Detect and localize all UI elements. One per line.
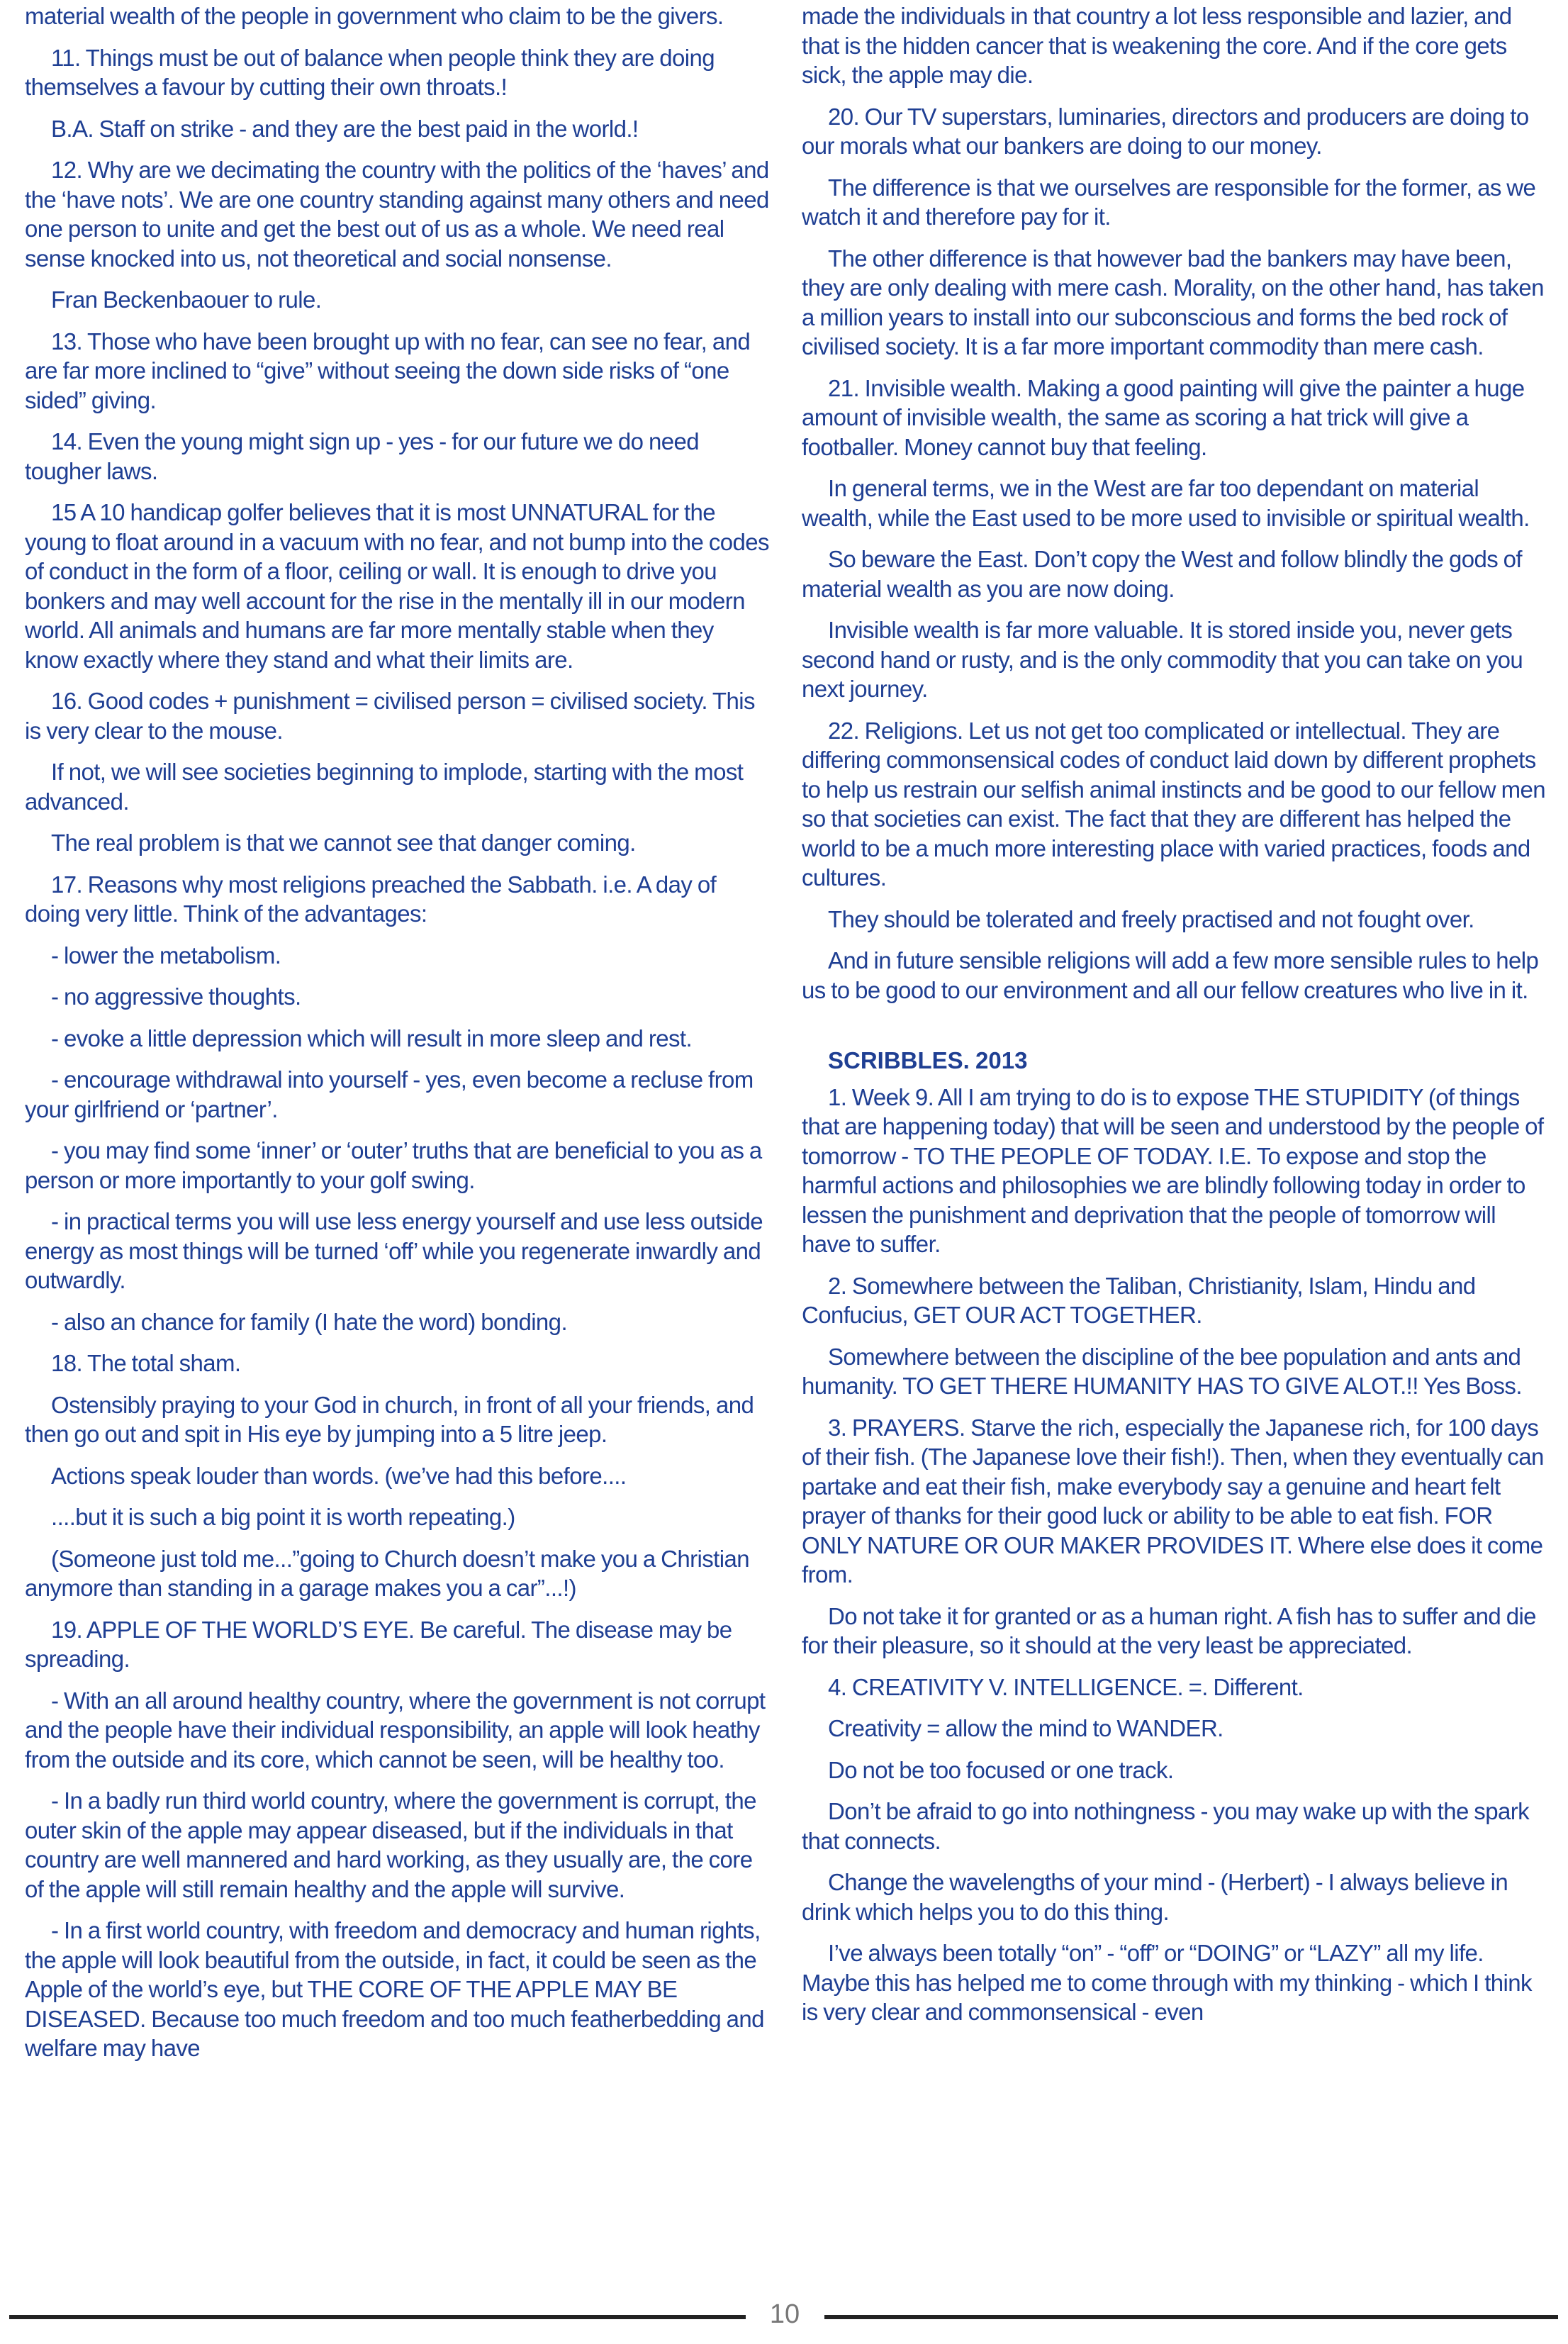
- paragraph-item-4: 4. CREATIVITY V. INTELLIGENCE. =. Different.: [828, 1673, 1304, 1700]
- bullet-item: - With an all around healthy country, where the government is not corrupt and the people have their individual responsibility, an apple will look heathy from the outside and its core, which cannot be seen, will be healthy too.: [25, 1687, 766, 1773]
- bullet-item: - lower the metabolism.: [51, 942, 281, 969]
- bullet-item: - evoke a little depression which will result in more sleep and rest.: [51, 1025, 693, 1051]
- paragraph: ....but it is such a big point it is worth repeating.): [51, 1504, 515, 1530]
- bullet-item: - you may find some ‘inner’ or ‘outer’ truths that are beneficial to you as a person or more importantly to your golf swing.: [25, 1137, 762, 1193]
- bullet-item: - In a badly run third world country, where the government is corrupt, the outer skin of the apple may appear diseased, but if the individuals in that country are well mannered and hard working, as they usually are, the core of the apple will still remain healthy and the apple will survive.: [25, 1787, 756, 1902]
- paragraph: So beware the East. Don’t copy the West and follow blindly the gods of material wealth as you are now doing.: [802, 546, 1522, 602]
- paragraph: Change the wavelengths of your mind - (Herbert) - I always believe in drink which helps you to do this thing.: [802, 1869, 1508, 1925]
- paragraph-item-21: 21. Invisible wealth. Making a good painting will give the painter a huge amount of invisible wealth, the same as scoring a hat trick will give a footballer. Money cannot buy that feeling.: [802, 374, 1525, 460]
- paragraph: The real problem is that we cannot see that danger coming.: [51, 830, 636, 856]
- footer-rule-right: [824, 2315, 1558, 2319]
- paragraph-item-14: 14. Even the young might sign up - yes - for our future we do need tougher laws.: [25, 428, 699, 484]
- bullet-item: - encourage withdrawal into yourself - yes, even become a recluse from your girlfriend or ‘partner’.: [25, 1066, 754, 1122]
- paragraph-item-19: 19. APPLE OF THE WORLD’S EYE. Be careful. The disease may be spreading.: [25, 1616, 732, 1672]
- page-number: 10: [769, 2299, 800, 2329]
- paragraph: Actions speak louder than words. (we’ve had this before....: [51, 1462, 627, 1489]
- paragraph-item-16: 16. Good codes + punishment = civilised person = civilised society. This is very clear to the mouse.: [25, 688, 755, 744]
- paragraph: And in future sensible religions will add a few more sensible rules to help us to be good to our environment and all our fellow creatures who live in it.: [802, 947, 1539, 1003]
- paragraph: If not, we will see societies beginning to implode, starting with the most advanced.: [25, 759, 744, 815]
- paragraph-item-13: 13. Those who have been brought up with no fear, can see no fear, and are far more inclined to “give” without seeing the down side risks of “one sided” giving.: [25, 328, 751, 413]
- section-heading: SCRIBBLES. 2013: [828, 1047, 1028, 1073]
- paragraph-item-12: 12. Why are we decimating the country with the politics of the ‘haves’ and the ‘have nots’. We are one country standing against many others and need one person to unite and get the best out of us as a whole. We need real sense knocked into us, not theoretical and social nonsense.: [25, 157, 769, 272]
- paragraph-item-3: 3. PRAYERS. Starve the rich, especially the Japanese rich, for 100 days of their fish. (The Japanese love their fish!). Then, when they eventually can partake and eat their fish, make everybody say a genuine and heart felt prayer of thanks for their good luck or ability to be able to eat fish. FOR ONLY NATURE OR OUR MAKER PROVIDES IT. Where else does it come from.: [802, 1414, 1544, 1587]
- paragraph: In general terms, we in the West are far too dependant on material wealth, while the East used to be more used to invisible or spiritual wealth.: [802, 475, 1530, 531]
- paragraph-item-22: 22. Religions. Let us not get too complicated or intellectual. They are differing commonsensical codes of conduct laid down by different prophets to help us restrain our selfish animal instincts and be good to our fellow men so that societies can exist. The fact that they are different has helped the world to be a much more interesting place with varied practices, foods and cultures.: [802, 717, 1545, 891]
- paragraph-continued: made the individuals in that country a lot less responsible and lazier, and that is the hidden cancer that is weakening the core. And if the core gets sick, the apple may die.: [802, 3, 1512, 88]
- bullet-item: - in practical terms you will use less energy yourself and use less outside energy as most things will be turned ‘off’ while you regenerate inwardly and outwardly.: [25, 1208, 763, 1293]
- paragraph: Invisible wealth is far more valuable. It is stored inside you, never gets second hand or rusty, and is the only commodity that you can take on you next journey.: [802, 617, 1523, 702]
- paragraph-item-20: 20. Our TV superstars, luminaries, directors and producers are doing to our morals what our bankers are doing to our money.: [802, 103, 1529, 159]
- paragraph-item-1: 1. Week 9. All I am trying to do is to expose THE STUPIDITY (of things that are happening today) that will be seen and understood by the people of tomorrow - TO THE PEOPLE OF TODAY. I.E. To expose and stop the harmful actions and philosophies we are blindly following today in order to lessen the punishment and deprivation that the people of tomorrow will have to suffer.: [802, 1083, 1544, 1257]
- paragraph: Don’t be afraid to go into nothingness - you may wake up with the spark that connects.: [802, 1798, 1529, 1854]
- paragraph: Do not take it for granted or as a human right. A fish has to suffer and die for their pleasure, so it should at the very least be appreciated.: [802, 1602, 1536, 1658]
- paragraph-continued: material wealth of the people in government who claim to be the givers.: [25, 3, 724, 29]
- paragraph: Do not be too focused or one track.: [828, 1756, 1174, 1783]
- footer-rule-left: [9, 2315, 746, 2319]
- bullet-item: - In a first world country, with freedom and democracy and human rights, the apple will look beautiful from the outside, in fact, it could be seen as the Apple of the world’s eye, but THE CORE OF THE APPLE MAY BE DISEASED. Because too much freedom and too much featherbedding and welfare may have: [25, 1917, 764, 2061]
- paragraph: Ostensibly praying to your God in church, in front of all your friends, and then go out and spit in His eye by jumping into a 5 litre jeep.: [25, 1391, 754, 1447]
- paragraph-item-18: 18. The total sham.: [51, 1350, 241, 1376]
- paragraph: Somewhere between the discipline of the bee population and ants and humanity. TO GET THERE HUMANITY HAS TO GIVE ALOT.!! Yes Boss.: [802, 1343, 1522, 1399]
- paragraph: (Someone just told me...”going to Church doesn’t make you a Christian anymore than standing in a garage makes you a car”...!): [25, 1545, 749, 1601]
- bullet-item: - also an chance for family (I hate the word) bonding.: [51, 1308, 568, 1335]
- bullet-item: - no aggressive thoughts.: [51, 983, 301, 1010]
- paragraph-item-2: 2. Somewhere between the Taliban, Christianity, Islam, Hindu and Confucius, GET OUR ACT TOGETHER.: [802, 1272, 1476, 1328]
- paragraph-item-15: 15 A 10 handicap golfer believes that it is most UNNATURAL for the young to float around in a vacuum with no fear, and not bump into the codes of conduct in the form of a floor, ceiling or wall. It is enough to drive you bonkers and may well account for the rise in the mentally ill in our modern world. All animals and humans are far more mentally stable when they know exactly where they stand and what their limits are.: [25, 499, 769, 673]
- paragraph-item-11: 11. Things must be out of balance when people think they are doing themselves a favour by cutting their own throats.!: [25, 44, 715, 100]
- paragraph: They should be tolerated and freely practised and not fought over.: [828, 905, 1474, 932]
- left-column: [25, 1, 769, 2075]
- paragraph: Fran Beckenbaouer to rule.: [51, 286, 322, 313]
- paragraph: The difference is that we ourselves are responsible for the former, as we watch it and therefore pay for it.: [802, 174, 1536, 230]
- paragraph: Creativity = allow the mind to WANDER.: [828, 1715, 1223, 1741]
- paragraph-item-17: 17. Reasons why most religions preached the Sabbath. i.e. A day of doing very little. Think of the advantages:: [25, 871, 717, 927]
- paragraph: The other difference is that however bad the bankers may have been, they are only dealing with mere cash. Morality, on the other hand, has taken a million years to install into our subconscious and forms the bed rock of civilised society. It is a far more important commodity than mere cash.: [802, 245, 1544, 359]
- paragraph: B.A. Staff on strike - and they are the best paid in the world.!: [51, 115, 639, 142]
- right-column: [802, 1, 1550, 2039]
- paragraph: I’ve always been totally “on” - “off” or “DOING” or “LAZY” all my life. Maybe this has helped me to come through with my thinking - which I think is very clear and commonsensical - even: [802, 1940, 1532, 2025]
